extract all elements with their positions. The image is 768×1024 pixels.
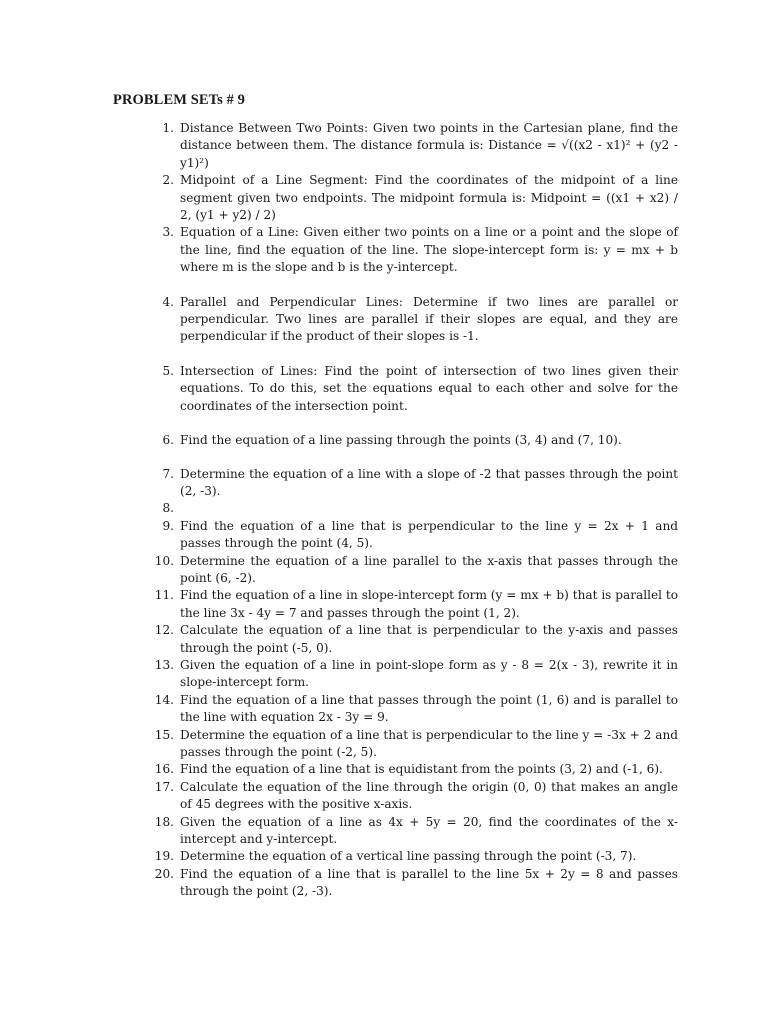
- problem-number: 2.: [162, 173, 174, 188]
- problem-item-16: [150, 761, 678, 778]
- problem-item-18: [150, 814, 678, 849]
- problem-item-4: [150, 294, 678, 346]
- problem-number: 7.: [162, 466, 174, 481]
- problem-item-8: [150, 500, 678, 517]
- problem-number: 11.: [154, 588, 174, 603]
- problem-item-9: [150, 518, 678, 553]
- problem-item-5: [150, 363, 678, 415]
- problem-number: 20.: [154, 866, 174, 881]
- problem-text: Intersection of Lines: Find the point of intersection of two lines given their equations. To do this, set the equations equal to each other and solve for the coordinates of the intersection point.: [180, 363, 678, 413]
- problem-text: Find the equation of a line passing through the points (3, 4) and (7, 10).: [180, 433, 622, 448]
- problem-number: 8.: [162, 501, 174, 516]
- problem-text: Find the equation of a line that is parallel to the line 5x + 2y = 8 and passes through the point (2, -3).: [180, 866, 678, 899]
- page-title: PROBLEM SETs # 9: [113, 92, 246, 108]
- problem-text: Given the equation of a line as 4x + 5y = 20, find the coordinates of the x-intercept and y-intercept.: [180, 814, 678, 847]
- problem-number: 15.: [154, 727, 174, 742]
- problem-item-19: [150, 848, 678, 865]
- problem-item-1: [150, 120, 678, 172]
- problem-item-17: [150, 779, 678, 814]
- problem-item-11: [150, 587, 678, 622]
- problem-text: Midpoint of a Line Segment: Find the coordinates of the midpoint of a line segment given two endpoints. The midpoint formula is: Midpoint = ((x1 + x2) / 2, (y1 + y2) / 2): [180, 173, 678, 223]
- problem-number: 13.: [154, 657, 174, 672]
- problem-number: 14.: [154, 692, 174, 707]
- problem-text: Calculate the equation of a line that is perpendicular to the y-axis and passes through the point (-5, 0).: [180, 623, 678, 655]
- problem-text: Given the equation of a line in point-slope form as y - 8 = 2(x - 3), rewrite it in slope-intercept form.: [180, 657, 678, 690]
- problem-number: 18.: [154, 814, 174, 829]
- problem-item-3: [150, 224, 678, 276]
- problem-text: Find the equation of a line that is equidistant from the points (3, 2) and (-1, 6).: [180, 762, 663, 777]
- problem-item-7: [150, 466, 678, 501]
- problem-number: 16.: [154, 762, 174, 777]
- problem-text: Determine the equation of a line that is perpendicular to the line y = -3x + 2 and passes through the point (-2, 5).: [180, 727, 678, 759]
- problem-text: Find the equation of a line that passes through the point (1, 6) and is parallel to the line with equation 2x - 3y = 9.: [180, 692, 678, 725]
- problem-number: 19.: [154, 849, 174, 864]
- problem-number: 9.: [162, 518, 174, 533]
- problem-text: Determine the equation of a line with a slope of -2 that passes through the point (2, -3).: [180, 466, 678, 498]
- problem-text: Determine the equation of a line parallel to the x-axis that passes through the point (6, -2).: [180, 553, 678, 585]
- problem-text: Parallel and Perpendicular Lines: Determine if two lines are parallel or perpendicular. Two lines are parallel if their slopes are equal, and they are perpendicular if the product of their slopes is -1.: [180, 294, 678, 344]
- problem-number: 4.: [162, 294, 174, 309]
- problem-item-14: [150, 692, 678, 727]
- problem-item-2: [150, 172, 678, 224]
- problem-item-13: [150, 657, 678, 692]
- problem-text: Distance Between Two Points: Given two points in the Cartesian plane, find the distance between them. The distance formula is: Distance = √((x2 - x1)² + (y2 - y1)²): [180, 121, 678, 170]
- problem-number: 1.: [162, 121, 174, 135]
- problem-number: 17.: [154, 779, 174, 794]
- problem-number: 3.: [162, 225, 174, 240]
- problem-item-20: [150, 866, 678, 901]
- problem-item-6: [150, 432, 678, 449]
- problem-text: Find the equation of a line in slope-intercept form (y = mx + b) that is parallel to the line 3x - 4y = 7 and passes through the point (1, 2).: [180, 588, 678, 620]
- problem-text: Equation of a Line: Given either two points on a line or a point and the slope of the line, find the equation of the line. The slope-intercept form is: y = mx + b where m is the slope and b is the y-intercept.: [180, 225, 678, 275]
- problem-item-15: [150, 727, 678, 762]
- problem-number: 12.: [154, 623, 174, 638]
- problem-number: 6.: [162, 433, 174, 448]
- problem-number: 10.: [154, 553, 174, 568]
- problem-text: Find the equation of a line that is perpendicular to the line y = 2x + 1 and passes through the point (4, 5).: [180, 518, 678, 551]
- problem-text: Determine the equation of a vertical line passing through the point (-3, 7).: [180, 849, 637, 864]
- problem-number: 5.: [162, 363, 174, 378]
- problem-list: [150, 120, 678, 901]
- problem-text: Calculate the equation of the line through the origin (0, 0) that makes an angle of 45 degrees with the positive x-axis.: [180, 779, 678, 812]
- problem-item-12: [150, 622, 678, 657]
- problem-item-10: [150, 553, 678, 588]
